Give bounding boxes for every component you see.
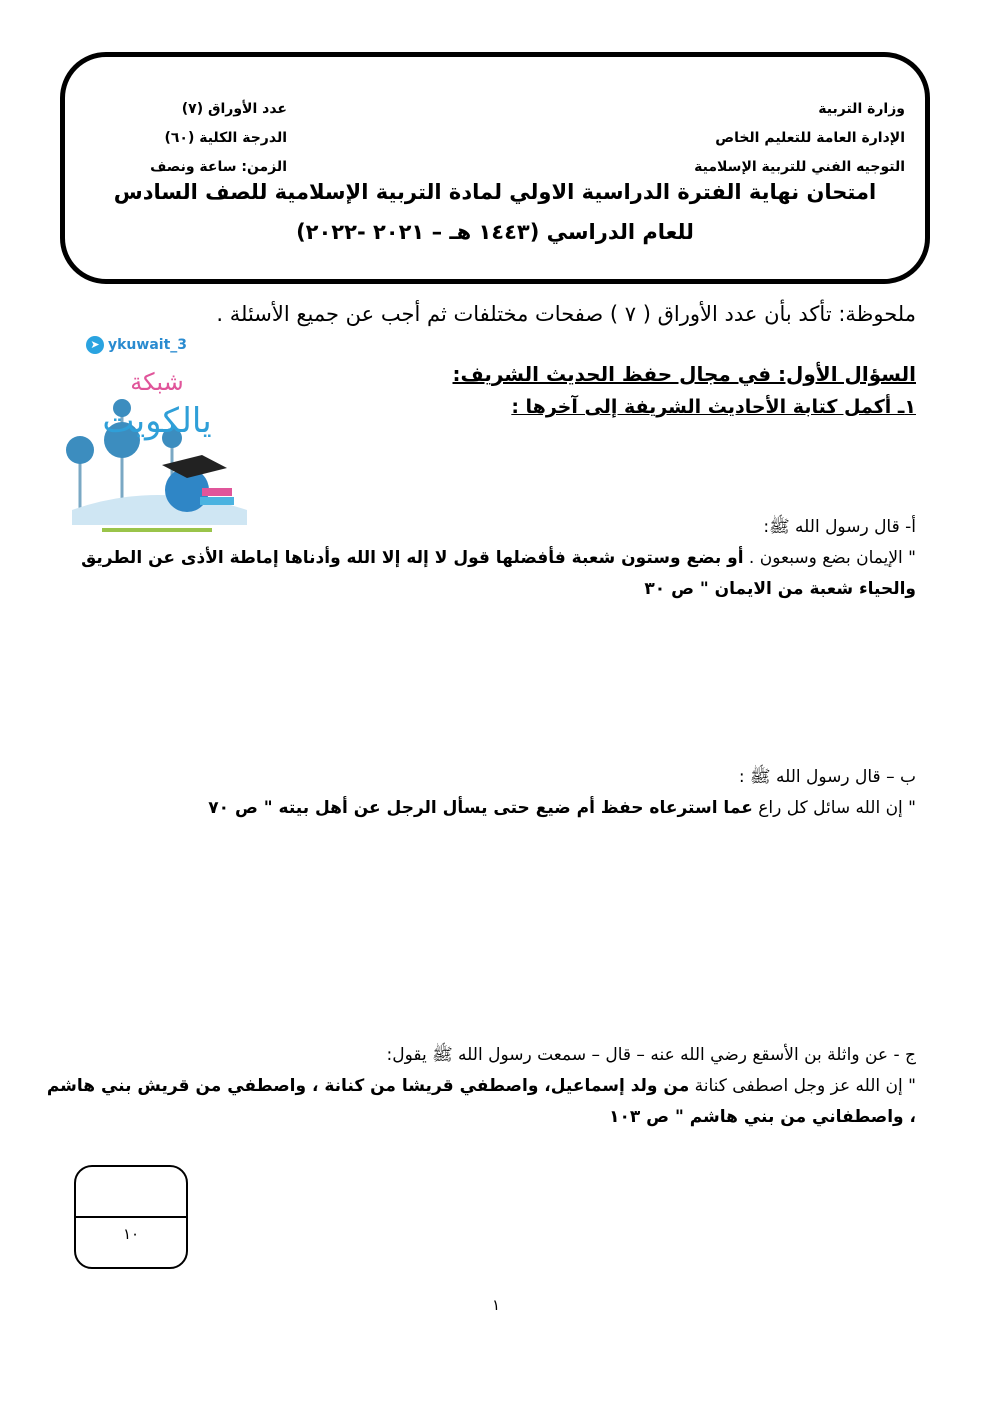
exam-duration: الزمن: ساعة ونصف — [150, 159, 287, 175]
ministry-name: وزارة التربية — [818, 101, 905, 117]
logo-main-text: يالكويت — [102, 401, 212, 441]
logo-top-text: شبكة — [130, 368, 184, 396]
hadith-c-intro: ج - عن واثلة بن الأسقع رضي الله عنه – قال – سمعت رسول الله ﷺ يقول: — [386, 1045, 916, 1065]
score-value: ١٠ — [122, 1225, 140, 1243]
pages-count: عدد الأوراق (٧) — [181, 101, 287, 117]
supervision-name: التوجيه الفني للتربية الإسلامية — [694, 159, 905, 175]
hadith-b-completion: عما استرعاه حفظ أم ضيع حتى يسأل الرجل عن أهل بيته " ص ٧٠ — [208, 798, 753, 818]
question-1-instruction: ١ـ أكمل كتابة الأحاديث الشريفة إلى آخرها : — [511, 396, 916, 418]
hadith-c — [46, 1040, 916, 1133]
hadith-a — [66, 512, 916, 605]
hadith-a-completion: أو بضع وستون شعبة فأفضلها قول لا إله إلا الله وأدناها إماطة الأذى عن الطريق والحياء شعبة من الايمان " ص ٣٠ — [81, 548, 916, 599]
score-divider — [76, 1216, 186, 1218]
exam-title: امتحان نهاية الفترة الدراسية الاولي لمادة التربية الإسلامية للصف السادس — [113, 180, 877, 204]
academic-year: للعام الدراسي (١٤٤٣ هـ – ٢٠٢١ -٢٠٢٢) — [296, 220, 694, 244]
hadith-b-intro: ب – قال رسول الله ﷺ : — [738, 767, 916, 787]
exam-info-block — [107, 95, 287, 182]
department-name: الإدارة العامة للتعليم الخاص — [715, 130, 905, 146]
hadith-b-given: " إن الله سائل كل راع — [752, 798, 916, 818]
hadith-c-completion: من ولد إسماعيل، واصطفي قريشا من كنانة ، واصطفي من قريش بني هاشم ، واصطفاني من بني هاشم " ص ١٠٣ — [46, 1076, 916, 1127]
ministry-block — [605, 95, 905, 182]
page-number: ١ — [491, 1296, 501, 1314]
exam-header-frame — [60, 52, 930, 284]
hadith-a-intro: أ- قال رسول الله ﷺ: — [763, 517, 916, 537]
telegram-icon: ➤ — [86, 336, 104, 354]
score-box — [74, 1165, 188, 1269]
hadith-a-given: " الإيمان بضع وسبعون . — [743, 548, 916, 568]
question-1-title: السؤال الأول: في مجال حفظ الحديث الشريف: — [452, 362, 916, 386]
telegram-watermark — [86, 336, 187, 354]
telegram-handle: ykuwait_3 — [108, 337, 188, 353]
total-score: الدرجة الكلية (٦٠) — [164, 130, 287, 146]
hadith-b — [66, 762, 916, 824]
hadith-c-given: " إن الله عز وجل اصطفى كنانة — [689, 1076, 916, 1096]
exam-note: ملحوظة: تأكد بأن عدد الأوراق ( ٧ ) صفحات مختلفات ثم أجب عن جميع الأسئلة . — [216, 302, 916, 326]
